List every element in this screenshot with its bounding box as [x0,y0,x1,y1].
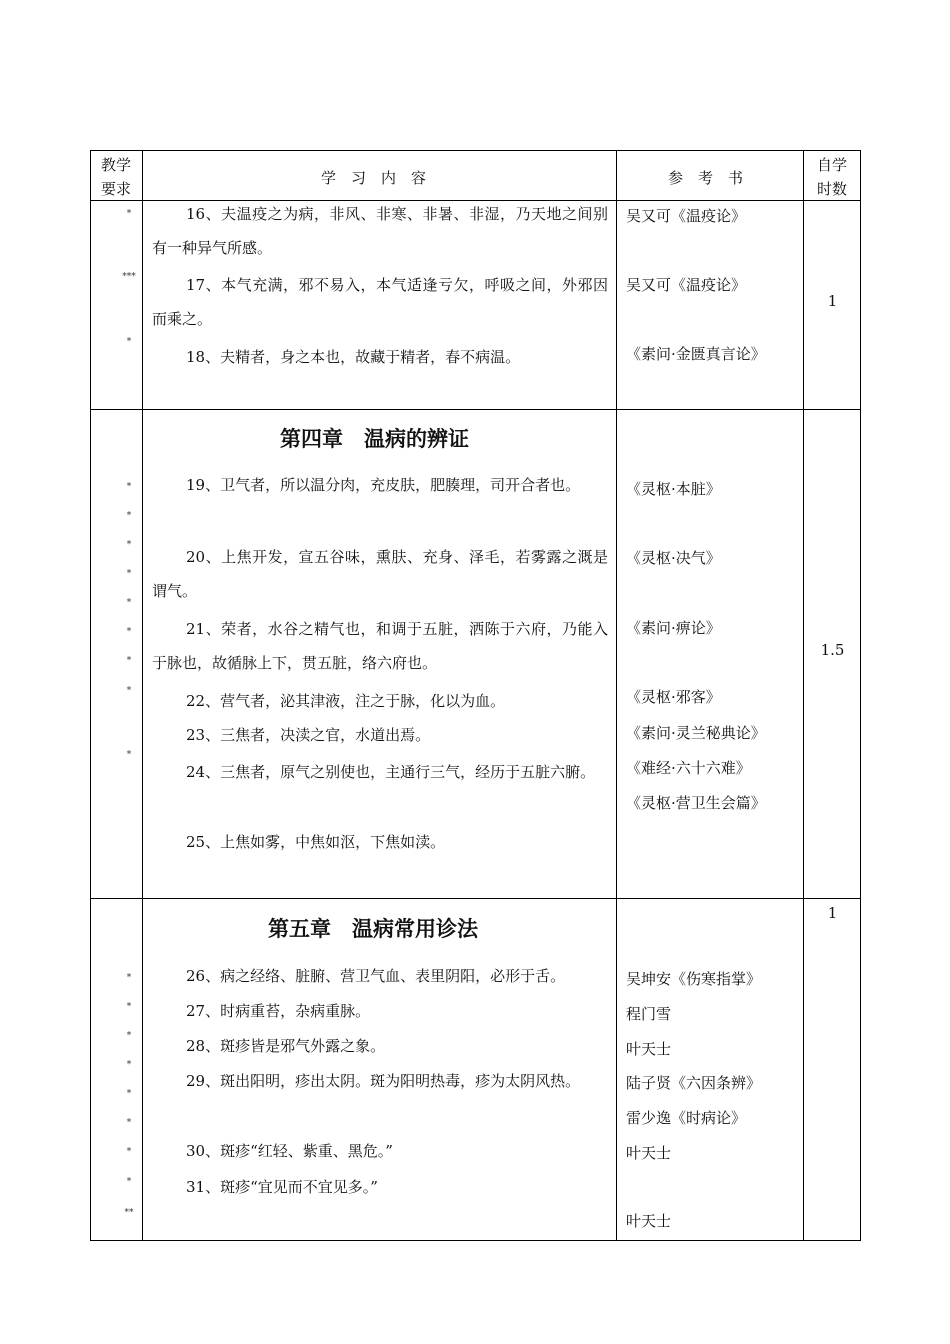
content-item: 23、三焦者，决渎之官，水道出焉。 [186,726,431,744]
reference-book: 雷少逸《时病论》 [626,1109,747,1127]
reference-book: 《素问·痹论》 [626,619,721,637]
reference-book: 《灵枢·营卫生会篇》 [626,794,766,812]
requirement-mark: * [126,973,132,983]
content-item: 31、斑疹“宜见而不宜见多。” [186,1178,378,1196]
content-item: 16、夫温疫之为病，非风、非寒、非暑、非湿，乃天地之间别有一种异气所感。 [152,205,608,257]
requirement-mark: * [126,1031,132,1041]
reference-book: 《素问·金匮真言论》 [626,345,766,363]
requirement-mark: * [126,511,132,521]
reference-book: 叶天士 [626,1144,672,1162]
table-border-top [90,150,861,151]
self-study-hours: 1 [827,292,838,310]
table-border-left [90,150,91,1241]
content-item: 26、病之经络、脏腑、营卫气血、表里阴阳，必形于舌。 [186,967,566,985]
requirement-mark: * [126,540,132,550]
content-item: 18、夫精者，身之本也，故藏于精者，春不病温。 [186,348,521,366]
content-item: 28、斑疹皆是邪气外露之象。 [186,1037,386,1055]
table-border-bottom [90,1240,861,1241]
reference-book: 《素问·灵兰秘典论》 [626,724,766,742]
row-divider-1 [90,409,861,410]
requirement-mark: * [126,1147,132,1157]
requirement-mark: ** [124,1208,134,1218]
chapter-title: 第四章 温病的辨证 [280,427,469,451]
header-hours-line1: 自学 [817,156,848,174]
content-item: 24、三焦者，原气之别使也，主通行三气，经历于五脏六腑。 [186,763,596,781]
content-item: 20、上焦开发，宣五谷味，熏肤、充身、泽毛，若雾露之溉是谓气。 [152,548,608,600]
requirement-mark: * [126,598,132,608]
requirement-mark: * [126,1089,132,1099]
content-item: 25、上焦如雾，中焦如沤，下焦如渎。 [186,833,446,851]
header-hours-line2: 时数 [817,180,848,198]
header-references: 参 考 书 [668,169,744,187]
requirement-mark: * [126,686,132,696]
reference-book: 叶天士 [626,1212,672,1230]
reference-book: 程门雪 [626,1005,672,1023]
content-item: 17、本气充满，邪不易入，本气适逢亏欠，呼吸之间，外邪因而乘之。 [152,276,608,328]
reference-book: 《灵枢·决气》 [626,549,721,567]
requirement-mark: * [126,209,132,219]
content-item: 22、营气者，泌其津液，注之于脉，化以为血。 [186,692,506,710]
col-divider-2 [616,150,617,1241]
header-requirement-line2: 要求 [101,180,132,198]
requirement-mark: * [126,1002,132,1012]
requirement-mark: * [126,1118,132,1128]
content-item: 30、斑疹“红轻、紫重、黑危。” [186,1142,393,1160]
table-border-right [860,150,861,1241]
requirement-mark: * [126,656,132,666]
requirement-mark: * [126,750,132,760]
requirement-mark: *** [122,272,136,282]
header-content: 学 习 内 容 [321,169,427,187]
reference-book: 《难经·六十六难》 [626,759,751,777]
reference-book: 《灵枢·邪客》 [626,688,721,706]
reference-book: 《灵枢·本脏》 [626,480,721,498]
header-requirement-line1: 教学 [101,156,132,174]
requirement-mark: * [126,482,132,492]
self-study-hours: 1.5 [820,641,845,659]
content-item: 29、斑出阳明，疹出太阴。斑为阳明热毒，疹为太阴风热。 [186,1072,581,1090]
self-study-hours: 1 [827,904,838,922]
requirement-mark: * [126,337,132,347]
content-item: 27、时病重苔，杂病重脉。 [186,1002,371,1020]
content-item: 21、荣者，水谷之精气也，和调于五脏，洒陈于六府，乃能入于脉也，故循脉上下，贯五脏，络六府也。 [152,620,608,672]
reference-book: 叶天士 [626,1040,672,1058]
row-divider-2 [90,898,861,899]
reference-book: 吴坤安《伤寒指掌》 [626,970,762,988]
chapter-title: 第五章 温病常用诊法 [268,917,478,941]
requirement-mark: * [126,1060,132,1070]
reference-book: 吴又可《温疫论》 [626,276,747,294]
reference-book: 吴又可《温疫论》 [626,207,747,225]
content-item: 19、卫气者，所以温分肉，充皮肤，肥腠理，司开合者也。 [186,476,581,494]
col-divider-3 [803,150,804,1241]
requirement-mark: * [126,627,132,637]
requirement-mark: * [126,1177,132,1187]
requirement-mark: * [126,569,132,579]
reference-book: 陆子贤《六因条辨》 [626,1074,762,1092]
